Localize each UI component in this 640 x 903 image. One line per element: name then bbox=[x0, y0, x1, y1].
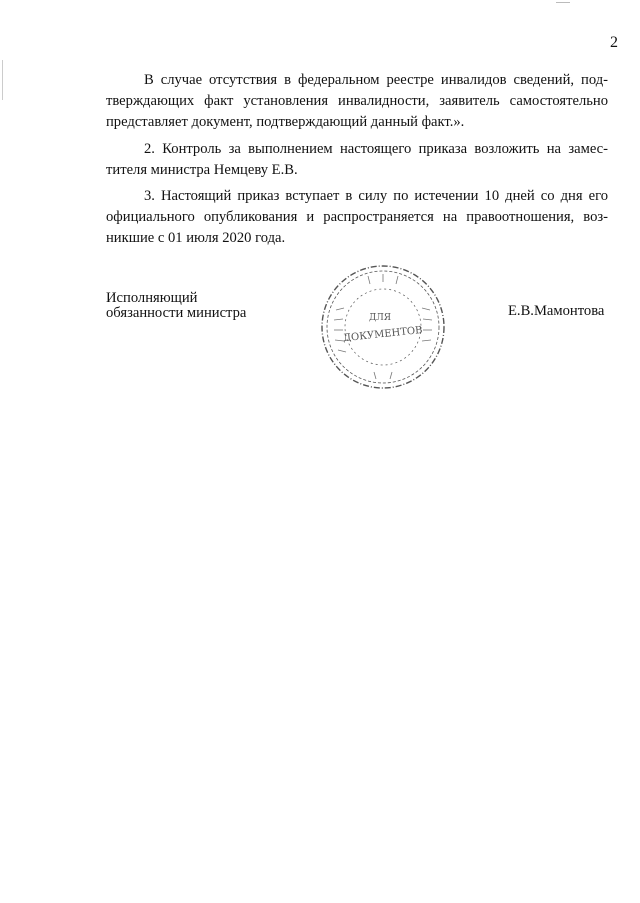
signatory-name: Е.В.Мамонтова bbox=[508, 303, 605, 319]
paragraph-control-clause bbox=[106, 139, 608, 181]
seal-center-text: ДОКУМЕНТОВ bbox=[342, 324, 423, 345]
paragraph-line: представляет документ, подтверждающий данный факт.». bbox=[106, 114, 465, 130]
paragraph-line: тверждающих факт установления инвалидности, заявитель самостоятельно bbox=[106, 93, 608, 109]
signatory-title-line: Исполняющий bbox=[106, 290, 198, 306]
paragraph-line: 3. Настоящий приказ вступает в силу по истечении 10 дней со дня его bbox=[144, 188, 608, 204]
paragraph-effective-date-clause bbox=[106, 186, 608, 249]
paragraph-line: В случае отсутствия в федеральном реестре инвалидов сведений, под- bbox=[144, 72, 608, 88]
official-seal-stamp bbox=[318, 262, 448, 392]
paragraph-line: 2. Контроль за выполнением настоящего приказа возложить на замес- bbox=[144, 141, 608, 157]
scan-dot-mark bbox=[556, 2, 570, 3]
seal-center-text: ДЛЯ bbox=[368, 313, 392, 323]
paragraph-line: официального опубликования и распространяется на правоотношения, воз- bbox=[106, 209, 608, 225]
scan-edge-mark bbox=[2, 60, 3, 100]
paragraph-registry-note bbox=[106, 70, 608, 133]
paragraph-line: никшие с 01 июля 2020 года. bbox=[106, 230, 286, 246]
paragraph-line: тителя министра Немцеву Е.В. bbox=[106, 162, 298, 178]
page-number: 2 bbox=[610, 34, 618, 51]
signatory-title-line: обязанности министра bbox=[106, 305, 247, 321]
signatory-title bbox=[106, 291, 246, 321]
